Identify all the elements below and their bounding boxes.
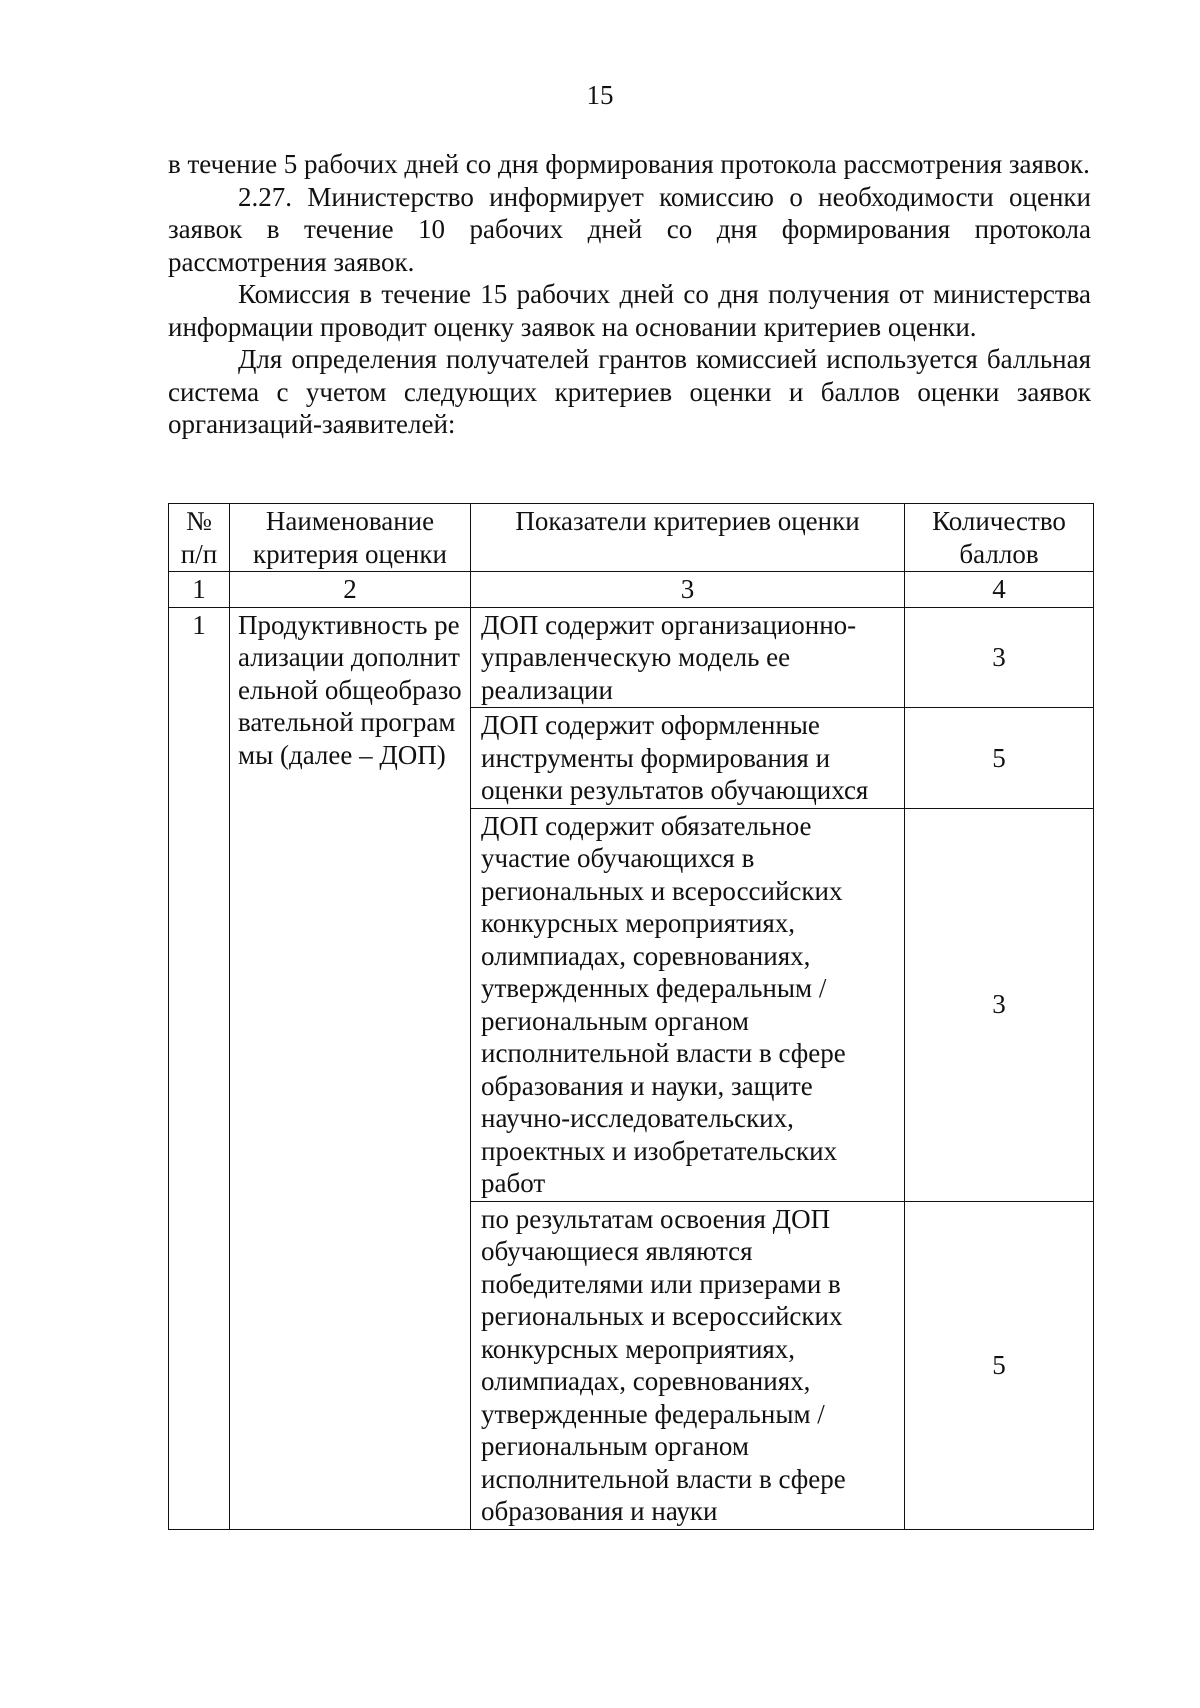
header-number: № п/п [169, 504, 230, 572]
criterion-name: Продуктивность реализации дополнительной общеобразовательной программы (далее – ДОП) [230, 607, 471, 1529]
column-number: 3 [471, 572, 905, 608]
page-number: 15 [586, 80, 614, 110]
paragraph-continuation: в течение 5 рабочих дней со дня формирования протокола рассмотрения заявок. [168, 149, 1090, 179]
row-number: 1 [169, 607, 230, 1529]
criteria-table [168, 503, 1094, 1530]
table-row [169, 607, 1094, 708]
paragraph-commission: Комиссия в течение 15 рабочих дней со дня получения от министерства информации проводит оценку заявок на основании критериев оценки. [168, 279, 1091, 342]
indicator-text: ДОП содержит обязательное участие обучающихся в региональных и всероссийских конкурсных мероприятиях, олимпиадах, соревнованиях, утвержденных федеральным / региональным органом исполнительной власти в сфере образования и науки, защите научно-исследовательских, проектных и изобретательских работ [471, 808, 905, 1201]
indicator-points: 5 [905, 1201, 1094, 1529]
table-header-row [169, 504, 1094, 572]
column-number-row [169, 572, 1094, 608]
header-criterion-name: Наименование критерия оценки [230, 504, 471, 572]
paragraph-2-27: 2.27. Министерство информирует комиссию о необходимости оценки заявок в течение 10 рабочих дней со дня формирования протокола рассмотрения заявок. [168, 181, 1091, 277]
body-text [168, 148, 1091, 441]
header-points: Количество баллов [905, 504, 1094, 572]
column-number: 4 [905, 572, 1094, 608]
indicator-text: ДОП содержит организационно-управленческую модель ее реализации [471, 607, 905, 708]
indicator-points: 3 [905, 808, 1094, 1201]
column-number: 1 [169, 572, 230, 608]
column-number: 2 [230, 572, 471, 608]
indicator-text: ДОП содержит оформленные инструменты формирования и оценки результатов обучающихся [471, 708, 905, 809]
indicator-text: по результатам освоения ДОП обучающиеся являются победителями или призерами в региональных и всероссийских конкурсных мероприятиях, олимпиадах, соревнованиях, утвержденные федеральным / региональным органом исполнительной власти в сфере образования и науки [471, 1201, 905, 1529]
indicator-points: 5 [905, 708, 1094, 809]
paragraph-scoring-system: Для определения получателей грантов комиссией используется балльная система с учетом следующих критериев оценки и баллов оценки заявок организаций-заявителей: [168, 344, 1091, 439]
indicator-points: 3 [905, 607, 1094, 708]
header-indicators: Показатели критериев оценки [471, 504, 905, 572]
